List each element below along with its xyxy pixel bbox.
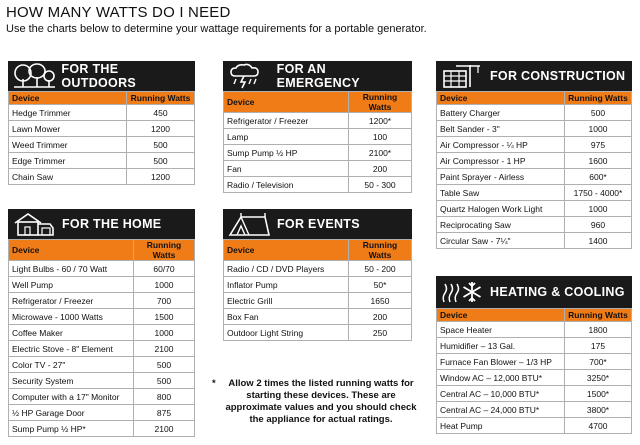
- device-cell: Coffee Maker: [9, 325, 134, 341]
- watts-cell: 1600: [565, 153, 632, 169]
- device-cell: Heat Pump: [437, 418, 565, 434]
- table-row: [224, 161, 412, 177]
- watts-cell: 2100: [134, 421, 195, 437]
- device-cell: Box Fan: [224, 309, 349, 325]
- watts-cell: 200: [349, 309, 412, 325]
- col-watts-header: Running Watts: [565, 309, 632, 322]
- col-device-header: Device: [437, 92, 565, 105]
- watts-cell: 1000: [565, 121, 632, 137]
- device-cell: Outdoor Light String: [224, 325, 349, 341]
- watts-cell: 1750 - 4000*: [565, 185, 632, 201]
- watts-cell: 875: [134, 405, 195, 421]
- table-row: [224, 277, 412, 293]
- device-cell: Electric Grill: [224, 293, 349, 309]
- device-cell: Weed Trimmer: [9, 137, 127, 153]
- panel-title: FOR THE HOME: [62, 217, 162, 231]
- watts-cell: 1400: [565, 233, 632, 249]
- table-row: [437, 121, 632, 137]
- table-row: [437, 402, 632, 418]
- watts-cell: 1200*: [349, 113, 412, 129]
- footnote-asterisk: *: [212, 378, 216, 389]
- watts-cell: 500: [127, 153, 195, 169]
- panel-construction: [436, 61, 632, 249]
- watts-table: [223, 239, 412, 341]
- panel-header: [8, 209, 195, 239]
- footnote-text: Allow 2 times the listed running watts for starting these devices. These are approximate values and you should check the appliance for actual ratings.: [225, 378, 417, 425]
- table-row: [224, 325, 412, 341]
- watts-cell: 1000: [134, 325, 195, 341]
- panel-header: [436, 61, 632, 91]
- device-cell: Circular Saw - 7¼": [437, 233, 565, 249]
- table-row: [9, 341, 195, 357]
- watts-cell: 450: [127, 105, 195, 121]
- device-cell: Sump Pump ½ HP*: [9, 421, 134, 437]
- table-row: [9, 325, 195, 341]
- table-row: [9, 261, 195, 277]
- table-row: [437, 137, 632, 153]
- table-row: [9, 373, 195, 389]
- panel-header: [436, 276, 632, 308]
- panel-home: [8, 209, 195, 437]
- watts-cell: 60/70: [134, 261, 195, 277]
- watts-cell: 500: [565, 105, 632, 121]
- watts-cell: 700: [134, 293, 195, 309]
- device-cell: Quartz Halogen Work Light: [437, 201, 565, 217]
- table-row: [437, 217, 632, 233]
- watts-cell: 100: [349, 129, 412, 145]
- device-cell: Battery Charger: [437, 105, 565, 121]
- panel-title: FOR EVENTS: [277, 217, 360, 231]
- device-cell: Reciprocating Saw: [437, 217, 565, 233]
- page-title: HOW MANY WATTS DO I NEED: [6, 4, 231, 21]
- table-row: [437, 169, 632, 185]
- device-cell: Air Compressor - 1 HP: [437, 153, 565, 169]
- col-device-header: Device: [9, 240, 134, 261]
- watts-table: [8, 91, 195, 185]
- heat-snowflake-icon: [440, 279, 486, 305]
- watts-cell: 3800*: [565, 402, 632, 418]
- table-row: [437, 418, 632, 434]
- device-cell: Central AC – 10,000 BTU*: [437, 386, 565, 402]
- device-cell: Paint Sprayer - Airless: [437, 169, 565, 185]
- tent-icon: [227, 211, 273, 237]
- table-row: [224, 129, 412, 145]
- watts-cell: 500: [134, 357, 195, 373]
- col-watts-header: Running Watts: [565, 92, 632, 105]
- watts-cell: 975: [565, 137, 632, 153]
- watts-cell: 1000: [565, 201, 632, 217]
- table-row: [224, 113, 412, 129]
- device-cell: Chain Saw: [9, 169, 127, 185]
- device-cell: Computer with a 17" Monitor: [9, 389, 134, 405]
- device-cell: Lamp: [224, 129, 349, 145]
- watts-cell: 1200: [127, 169, 195, 185]
- device-cell: Space Heater: [437, 322, 565, 338]
- device-cell: Microwave - 1000 Watts: [9, 309, 134, 325]
- col-watts-header: Running Watts: [134, 240, 195, 261]
- watts-cell: 700*: [565, 354, 632, 370]
- col-device-header: Device: [224, 240, 349, 261]
- device-cell: Refrigerator / Freezer: [224, 113, 349, 129]
- device-cell: Inflator Pump: [224, 277, 349, 293]
- device-cell: Lawn Mower: [9, 121, 127, 137]
- panel-events: [223, 209, 412, 341]
- table-row: [9, 153, 195, 169]
- watts-cell: 50 - 200: [349, 261, 412, 277]
- table-row: [437, 153, 632, 169]
- watts-cell: 3250*: [565, 370, 632, 386]
- device-cell: Color TV - 27": [9, 357, 134, 373]
- panel-emergency: [223, 61, 412, 193]
- building-icon: [440, 63, 486, 89]
- watts-cell: 500: [134, 373, 195, 389]
- table-row: [9, 405, 195, 421]
- panel-title: FOR THE OUTDOORS: [61, 62, 137, 90]
- col-watts-header: Running Watts: [127, 92, 195, 105]
- table-row: [9, 137, 195, 153]
- watts-cell: 1800: [565, 322, 632, 338]
- table-row: [224, 177, 412, 193]
- col-device-header: Device: [9, 92, 127, 105]
- watts-cell: 1650: [349, 293, 412, 309]
- table-row: [437, 185, 632, 201]
- watts-cell: 4700: [565, 418, 632, 434]
- device-cell: ½ HP Garage Door: [9, 405, 134, 421]
- storm-cloud-icon: [227, 63, 273, 89]
- watts-cell: 200: [349, 161, 412, 177]
- watts-cell: 800: [134, 389, 195, 405]
- watts-cell: 2100: [134, 341, 195, 357]
- table-row: [9, 293, 195, 309]
- device-cell: Security System: [9, 373, 134, 389]
- watts-cell: 1000: [134, 277, 195, 293]
- device-cell: Light Bulbs - 60 / 70 Watt: [9, 261, 134, 277]
- table-row: [9, 309, 195, 325]
- col-watts-header: Running Watts: [349, 92, 412, 113]
- watts-table: [436, 91, 632, 249]
- device-cell: Hedge Trimmer: [9, 105, 127, 121]
- device-cell: Radio / Television: [224, 177, 349, 193]
- table-row: [437, 386, 632, 402]
- panel-heating-cooling: [436, 276, 632, 434]
- table-row: [224, 293, 412, 309]
- table-row: [9, 105, 195, 121]
- watts-cell: 960: [565, 217, 632, 233]
- table-row: [437, 354, 632, 370]
- device-cell: Central AC – 24,000 BTU*: [437, 402, 565, 418]
- watts-cell: 600*: [565, 169, 632, 185]
- table-row: [437, 370, 632, 386]
- panel-header: [223, 61, 412, 91]
- watts-table: [436, 308, 632, 434]
- col-device-header: Device: [437, 309, 565, 322]
- device-cell: Table Saw: [437, 185, 565, 201]
- footnote: [212, 378, 418, 426]
- device-cell: Refrigerator / Freezer: [9, 293, 134, 309]
- watts-cell: 250: [349, 325, 412, 341]
- watts-cell: 500: [127, 137, 195, 153]
- table-row: [9, 121, 195, 137]
- house-icon: [12, 211, 58, 237]
- page-subtitle: Use the charts below to determine your wattage requirements for a portable generator.: [6, 23, 427, 35]
- device-cell: Electric Stove - 8" Element: [9, 341, 134, 357]
- device-cell: Belt Sander - 3": [437, 121, 565, 137]
- device-cell: Well Pump: [9, 277, 134, 293]
- panel-title: FOR AN EMERGENCY: [276, 62, 360, 90]
- watts-cell: 175: [565, 338, 632, 354]
- panel-header: [223, 209, 412, 239]
- table-row: [224, 145, 412, 161]
- watts-cell: 50*: [349, 277, 412, 293]
- watts-cell: 2100*: [349, 145, 412, 161]
- panel-title: HEATING & COOLING: [490, 285, 625, 299]
- watts-cell: 1200: [127, 121, 195, 137]
- panel-outdoors: [8, 61, 195, 185]
- table-row: [437, 201, 632, 217]
- device-cell: Window AC – 12,000 BTU*: [437, 370, 565, 386]
- panel-header: [8, 61, 195, 91]
- device-cell: Edge Trimmer: [9, 153, 127, 169]
- table-row: [437, 105, 632, 121]
- device-cell: Radio / CD / DVD Players: [224, 261, 349, 277]
- table-row: [9, 277, 195, 293]
- device-cell: Furnace Fan Blower – 1/3 HP: [437, 354, 565, 370]
- trees-icon: [12, 63, 57, 89]
- device-cell: Fan: [224, 161, 349, 177]
- watts-cell: 1500*: [565, 386, 632, 402]
- device-cell: Sump Pump ½ HP: [224, 145, 349, 161]
- table-row: [9, 389, 195, 405]
- table-row: [437, 322, 632, 338]
- table-row: [9, 169, 195, 185]
- table-row: [224, 261, 412, 277]
- watts-cell: 50 - 300: [349, 177, 412, 193]
- table-row: [9, 357, 195, 373]
- col-watts-header: Running Watts: [349, 240, 412, 261]
- watts-table: [223, 91, 412, 193]
- device-cell: Humidifier – 13 Gal.: [437, 338, 565, 354]
- table-row: [437, 338, 632, 354]
- table-row: [9, 421, 195, 437]
- col-device-header: Device: [224, 92, 349, 113]
- device-cell: Air Compressor - ¼ HP: [437, 137, 565, 153]
- table-row: [224, 309, 412, 325]
- watts-table: [8, 239, 195, 437]
- watts-cell: 1500: [134, 309, 195, 325]
- table-row: [437, 233, 632, 249]
- panel-title: FOR CONSTRUCTION: [490, 69, 626, 83]
